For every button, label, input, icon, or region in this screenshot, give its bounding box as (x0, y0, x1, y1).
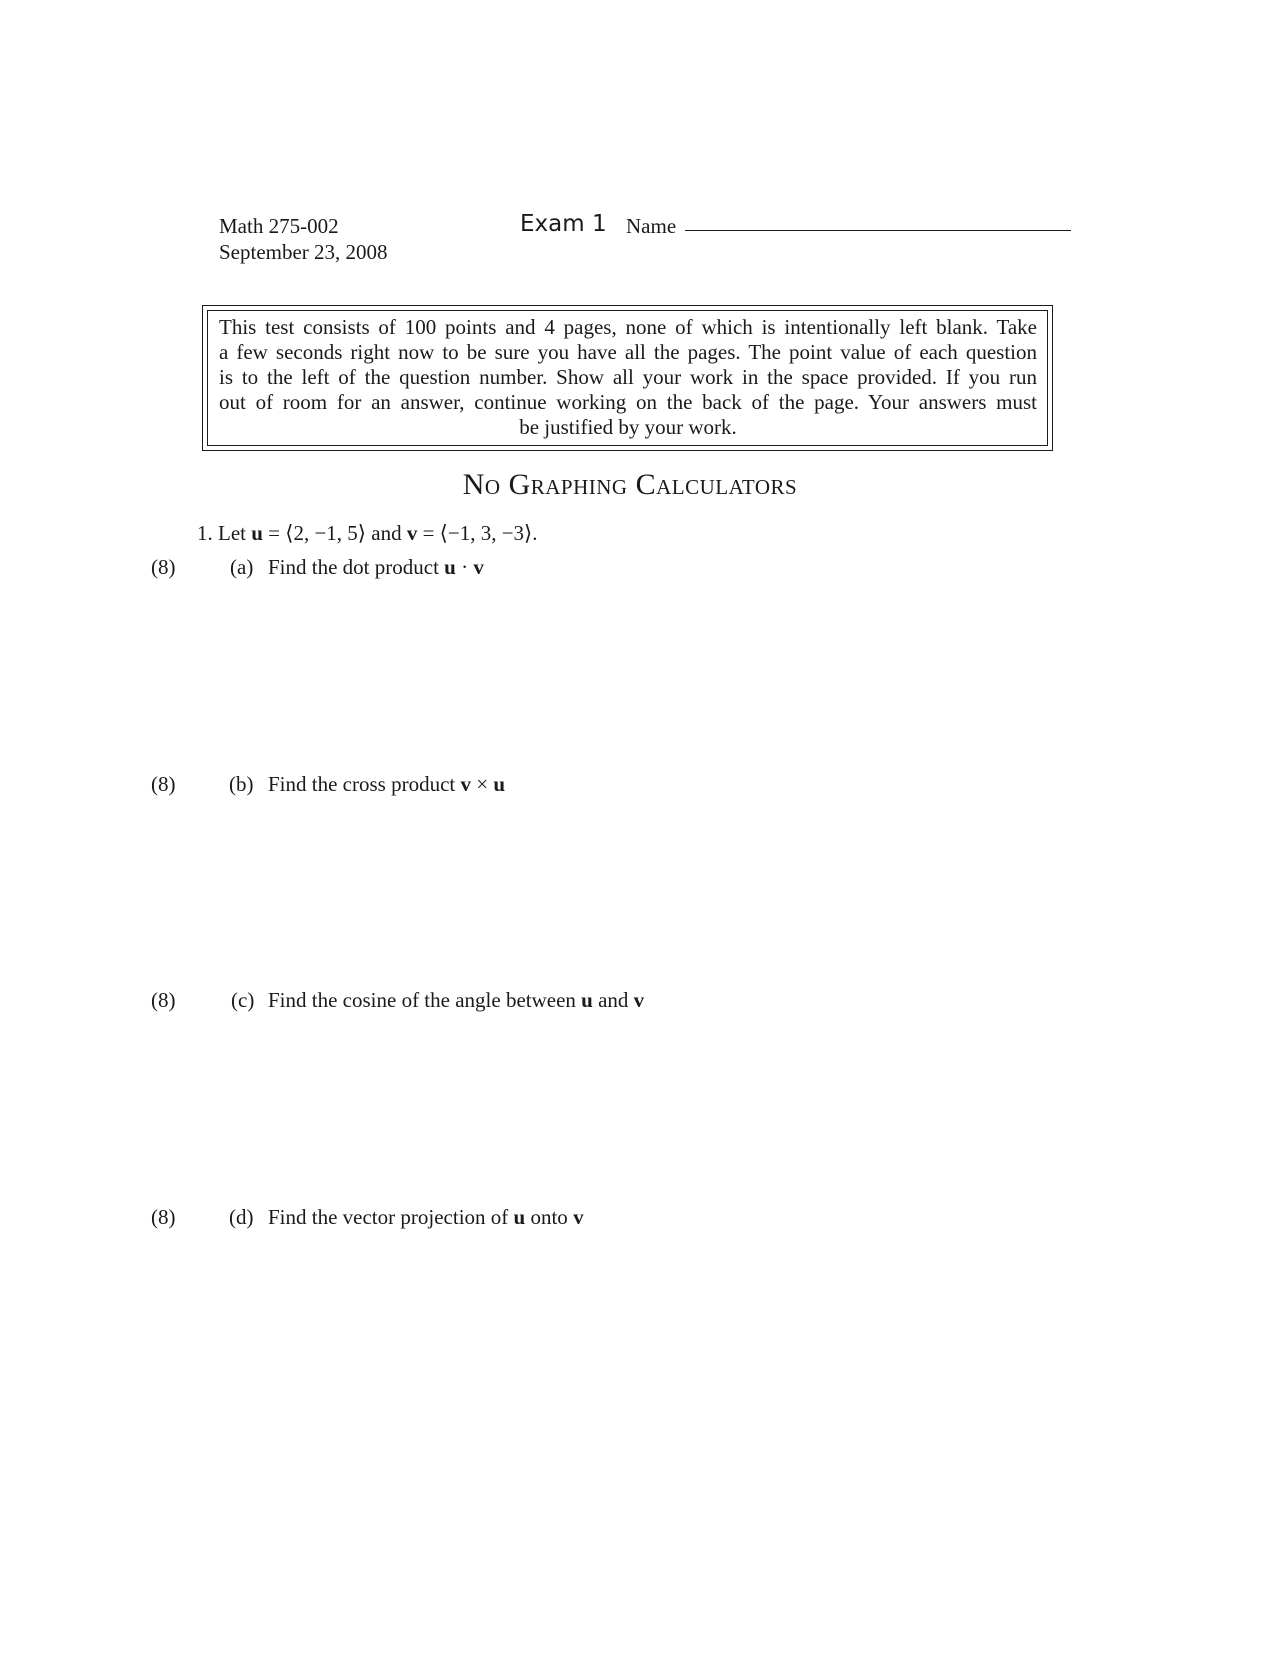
part-c-operator: and (592, 988, 634, 1012)
vector-u-value: = ⟨2, −1, 5⟩ and (262, 521, 407, 545)
question-let: Let (218, 521, 246, 545)
vector-v-value: = ⟨−1, 3, −3⟩. (417, 521, 538, 545)
part-d-text (268, 1205, 584, 1230)
part-d-operand-1: u (513, 1205, 526, 1229)
part-a-points: (8) (151, 555, 176, 579)
part-a-operator: · (455, 555, 474, 579)
instructions-inner-frame (207, 310, 1048, 446)
instructions-line: out of room for an answer, continue working on the back of the page. Your answers must (219, 390, 1037, 414)
part-c-operand-2: v (633, 988, 645, 1012)
instructions-line: be justified by your work. (519, 415, 737, 439)
part-d-points: (8) (151, 1205, 176, 1229)
calculator-warning: No Graphing Calculators (462, 468, 798, 501)
part-c-operand-1: u (581, 988, 593, 1012)
part-a-prompt: Find the dot product (268, 555, 445, 579)
part-c-points: (8) (151, 988, 176, 1012)
part-a-operand-1: u (444, 555, 456, 579)
exam-title: Exam 1 (520, 211, 607, 237)
name-field[interactable] (685, 230, 1071, 231)
vector-v-symbol: v (406, 521, 418, 545)
part-b-prompt: Find the cross product (268, 772, 461, 796)
part-b-operator: × (470, 772, 494, 796)
instructions-line: This test consists of 100 points and 4 pages, none of which is intentionally left blank. Take (219, 315, 1037, 339)
vector-u-symbol: u (251, 521, 263, 545)
part-c-prompt: Find the cosine of the angle between (268, 988, 582, 1012)
part-d-operand-2: v (573, 1205, 584, 1229)
part-a-text (268, 555, 484, 580)
course-number: Math 275-002 (219, 214, 339, 238)
instructions-line: is to the left of the question number. Show all your work in the space provided. If you run (219, 365, 1037, 389)
part-a-label: (a) (230, 555, 254, 579)
part-a-operand-2: v (473, 555, 484, 579)
instructions-line: a few seconds right now to be sure you have all the pages. The point value of each question (219, 340, 1037, 364)
part-b-operand-2: u (493, 772, 506, 796)
name-label: Name (626, 214, 677, 238)
part-b-text (268, 772, 505, 797)
part-d-operator: onto (525, 1205, 574, 1229)
part-b-label: (b) (229, 772, 254, 796)
question-1-intro (197, 521, 538, 546)
exam-date: September 23, 2008 (219, 240, 388, 264)
part-c-label: (c) (231, 988, 255, 1012)
question-number: 1. (197, 521, 213, 545)
part-d-label: (d) (229, 1205, 254, 1229)
part-b-points: (8) (151, 772, 176, 796)
part-d-prompt: Find the vector projection of (268, 1205, 514, 1229)
part-b-operand-1: v (460, 772, 471, 796)
instructions-box (202, 305, 1053, 451)
part-c-text (268, 988, 644, 1013)
